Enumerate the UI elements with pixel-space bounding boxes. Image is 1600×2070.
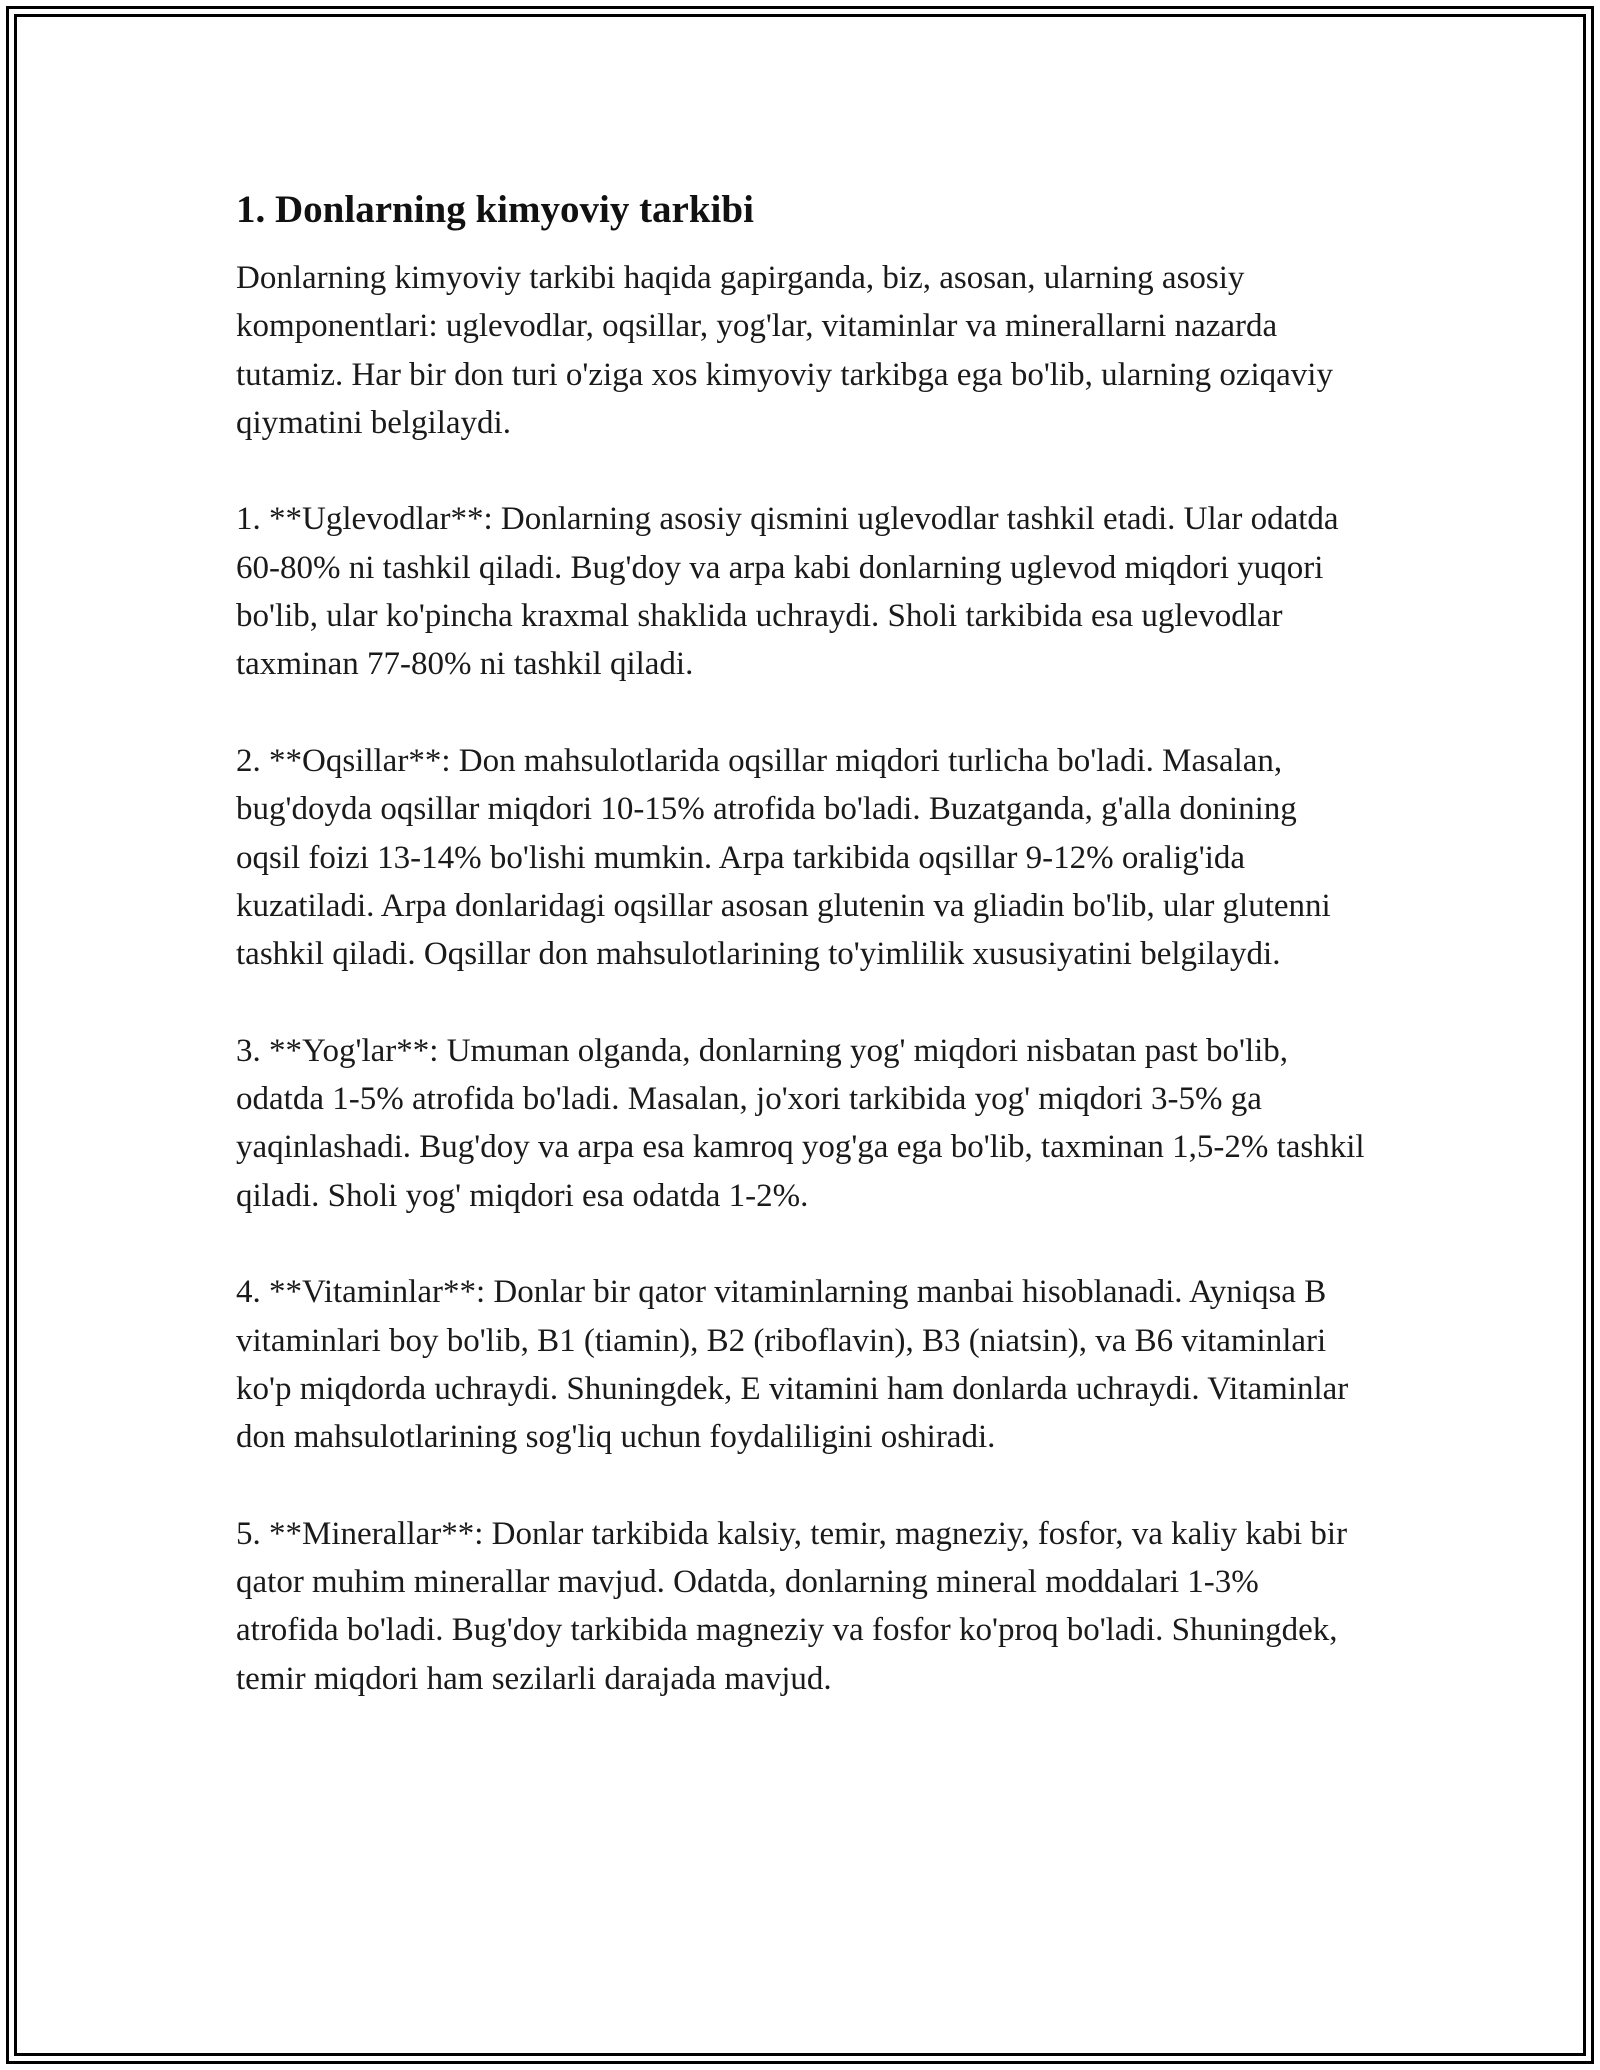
document-body <box>236 186 1366 1751</box>
intro-paragraph: Donlarning kimyoviy tarkibi haqida gapirganda, biz, asosan, ularning asosiy komponentlari: uglevodlar, oqsillar, yog'lar, vitaminlar va minerallarni nazarda tutamiz. Har bir don turi o'ziga xos kimyoviy tarkibga ega bo'lib, ularning oziqaviy qiymatini belgilaydi. <box>236 260 1333 441</box>
carbohydrates-paragraph: 1. **Uglevodlar**: Donlarning asosiy qismini uglevodlar tashkil etadi. Ular odatda 60-80% ni tashkil qiladi. Bug'doy va arpa kabi donlarning uglevod miqdori yuqori bo'lib, ular ko'pincha kraxmal shaklida uchraydi. Sholi tarkibida esa uglevodlar taxminan 77-80% ni tashkil qiladi. <box>236 501 1339 683</box>
minerals-paragraph: 5. **Minerallar**: Donlar tarkibida kalsiy, temir, magneziy, fosfor, va kaliy kabi bir qator muhim minerallar mavjud. Odatda, donlarning mineral moddalari 1-3% atrofida bo'ladi. Bug'doy tarkibida magneziy va fosfor ko'proq bo'ladi. Shuningdek, temir miqdori ham sezilarli darajada mavjud. <box>236 1515 1348 1697</box>
section-heading: 1. Donlarning kimyoviy tarkibi <box>236 188 754 231</box>
vitamins-paragraph: 4. **Vitaminlar**: Donlar bir qator vitaminlarning manbai hisoblanadi. Ayniqsa B vitaminlari boy bo'lib, B1 (tiamin), B2 (riboflavin), B3 (niatsin), va B6 vitaminlari ko'p miqdorda uchraydi. Shuningdek, E vitamini ham donlarda uchraydi. Vitaminlar don mahsulotlarining sog'liq uchun foydaliligini oshiradi. <box>236 1274 1349 1456</box>
proteins-paragraph: 2. **Oqsillar**: Don mahsulotlarida oqsillar miqdori turlicha bo'ladi. Masalan, bug'doyda oqsillar miqdori 10-15% atrofida bo'ladi. Buzatganda, g'alla donining oqsil foizi 13-14% bo'lishi mumkin. Arpa tarkibida oqsillar 9-12% oralig'ida kuzatiladi. Arpa donlaridagi oqsillar asosan glutenin va gliadin bo'lib, ular glutenni tashkil qiladi. Oqsillar don mahsulotlarining to'yimlilik xususiyatini belgilaydi. <box>236 742 1331 973</box>
fats-paragraph: 3. **Yog'lar**: Umuman olganda, donlarning yog' miqdori nisbatan past bo'lib, odatda 1-5% atrofida bo'ladi. Masalan, jo'xori tarkibida yog' miqdori 3-5% ga yaqinlashadi. Bug'doy va arpa esa kamroq yog'ga ega bo'lib, taxminan 1,5-2% tashkil qiladi. Sholi yog' miqdori esa odatda 1-2%. <box>236 1032 1365 1214</box>
